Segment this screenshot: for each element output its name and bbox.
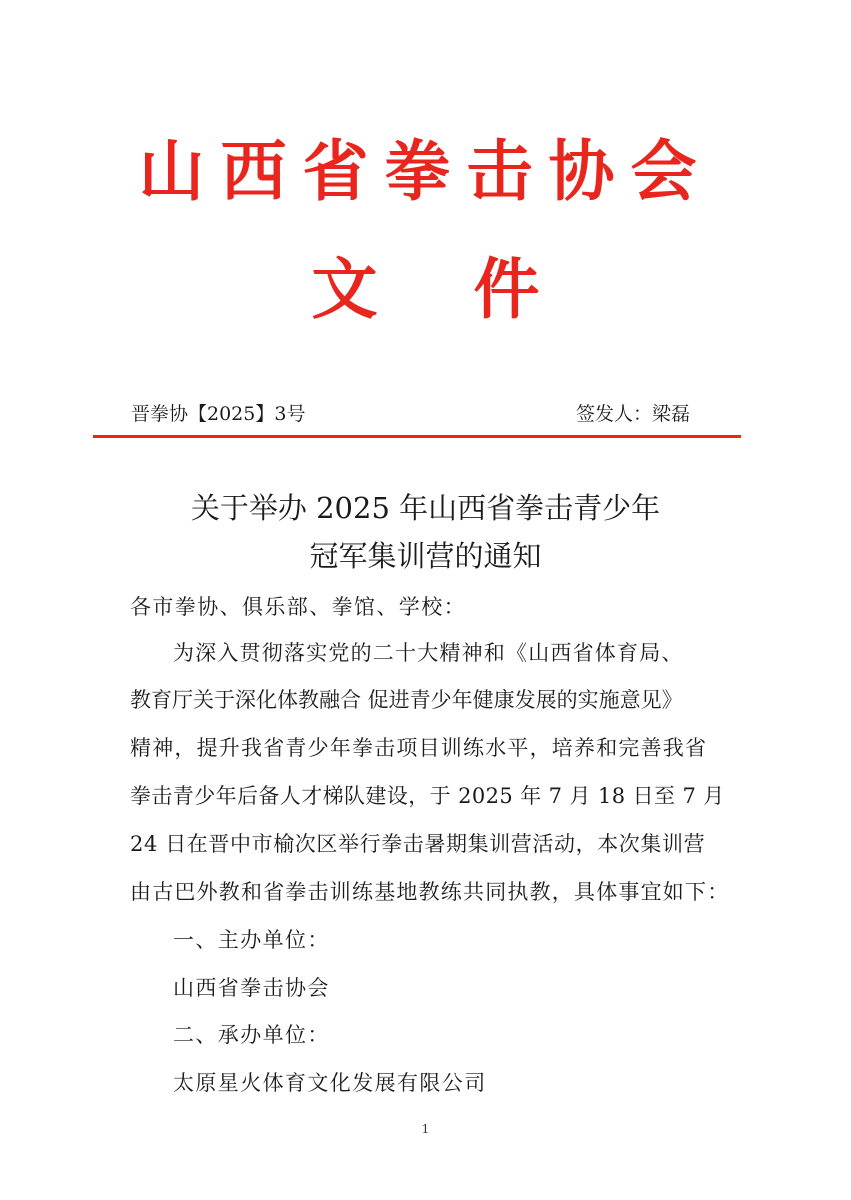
salutation: 各市拳协、俱乐部、拳馆、学校： [130, 595, 466, 619]
paragraph-line: 由古巴外教和省拳击训练基地教练共同执教，具体事宜如下： [130, 880, 730, 904]
signer-label: 签发人：梁磊 [576, 403, 691, 425]
section-1-heading: 一、主办单位： [173, 928, 330, 952]
paragraph-line: 为深入贯彻落实党的二十大精神和《山西省体育局、 [173, 641, 684, 665]
section-2-content: 太原星火体育文化发展有限公司 [173, 1071, 487, 1095]
section-1-content: 山西省拳击协会 [173, 976, 330, 1000]
section-2-heading: 二、承办单位： [173, 1023, 330, 1047]
page-number: 1 [421, 1122, 430, 1136]
red-divider-line [93, 435, 741, 438]
paragraph-line: 教育厅关于深化体教融合 促进青少年健康发展的实施意见》 [130, 688, 683, 712]
notice-title-line-1: 关于举办 2025 年山西省拳击青少年 [190, 491, 661, 525]
paragraph-line: 24 日在晋中市榆次区举行拳击暑期集训营活动，本次集训营 [130, 832, 706, 856]
document-number: 晋拳协【2025】3号 [131, 403, 306, 425]
organization-title: 山西省拳击协会 [138, 133, 713, 210]
document-type-label: 文件 [311, 251, 636, 328]
notice-title-line-2: 冠军集训营的通知 [309, 539, 542, 573]
paragraph-line: 拳击青少年后备人才梯队建设，于 2025 年 7 月 18 日至 7 月 [130, 784, 725, 808]
paragraph-line: 精神，提升我省青少年拳击项目训练水平，培养和完善我省 [130, 736, 708, 760]
